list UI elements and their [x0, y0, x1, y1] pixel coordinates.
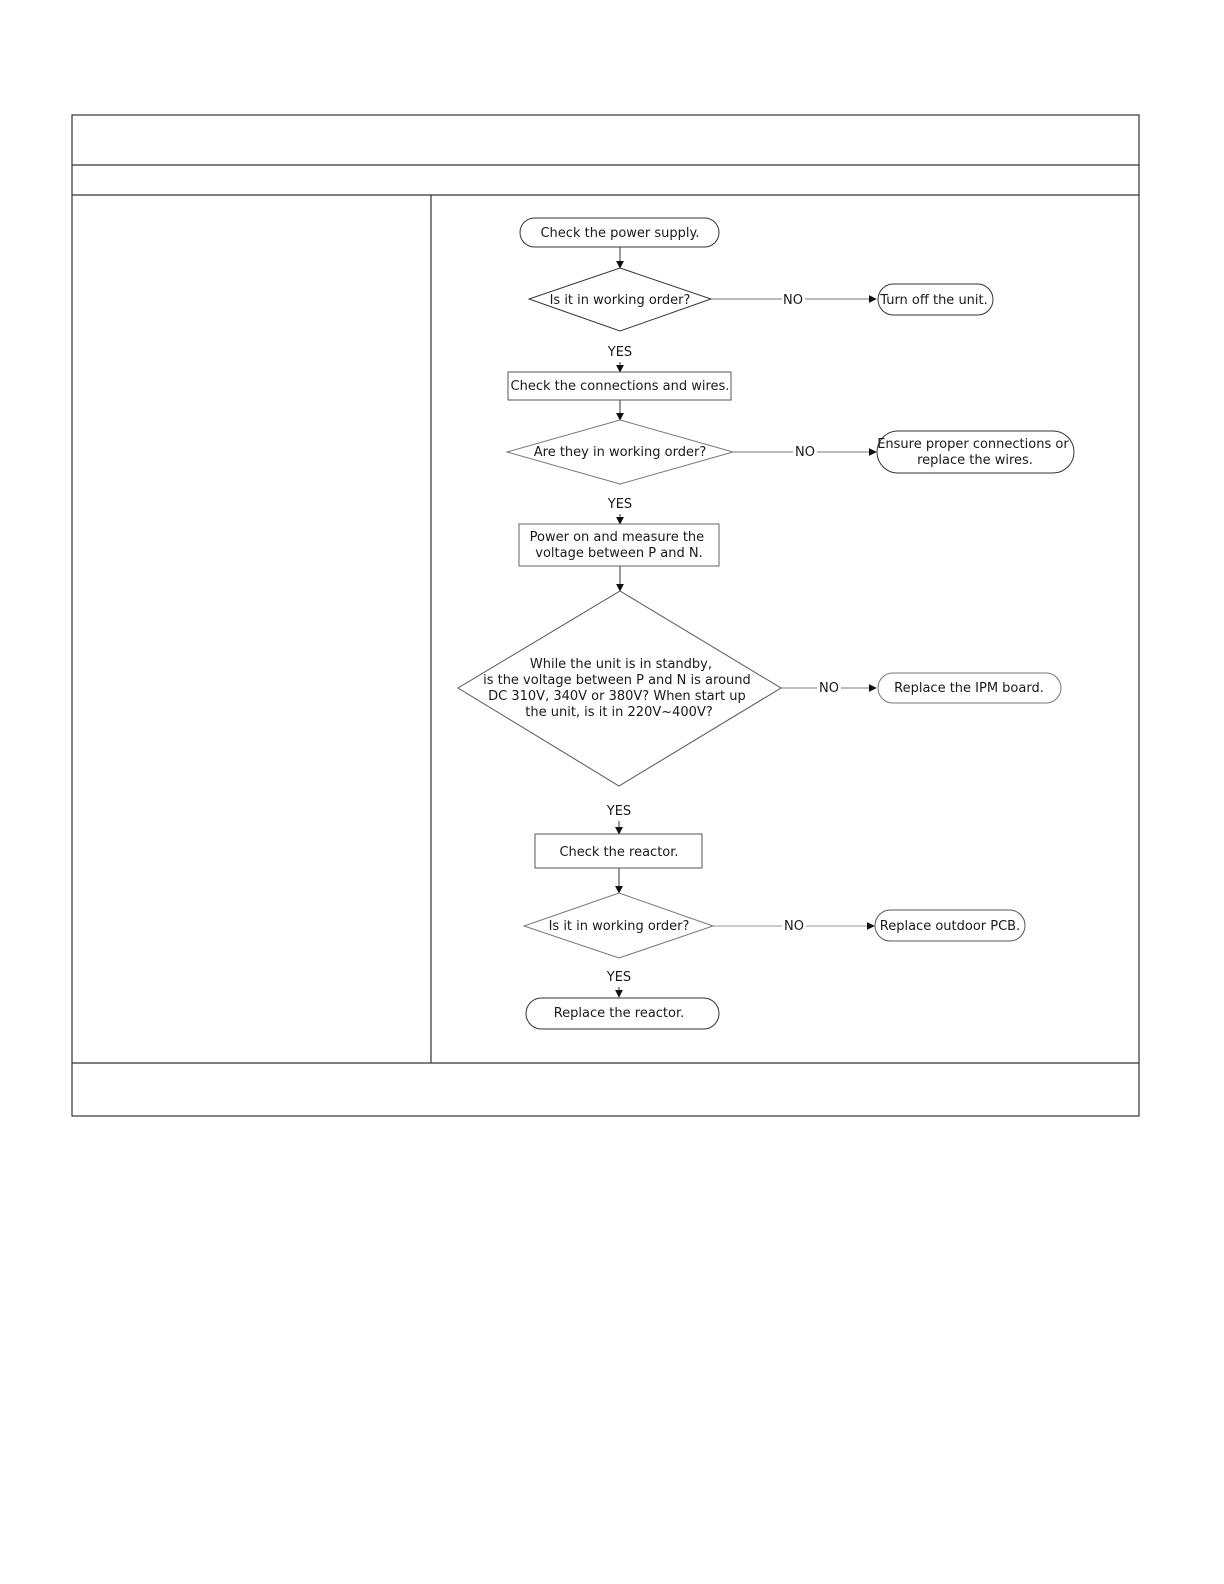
step4-text: Check the reactor.: [559, 845, 679, 860]
q3-line4: the unit, is it in 220V~400V?: [525, 705, 713, 720]
step3-line1: Power on and measure the: [529, 530, 705, 545]
q4-no-label: NO: [784, 919, 804, 934]
svg-text:Power on and measure the: [530, 530, 709, 561]
q1-no-result-text: Turn off the unit.: [880, 293, 988, 308]
svg-text:Replace the reactor.: [554, 1006, 685, 1021]
svg-text:Check the reactor.: [559, 845, 678, 860]
step3-line2: voltage between P and N.: [535, 546, 703, 561]
q3-line1: While the unit is in standby,: [529, 657, 712, 672]
q2-text: Are they in working order?: [533, 445, 707, 460]
svg-text:Turn off the unit.: [879, 293, 988, 308]
q1-yes-label: YES: [607, 345, 633, 360]
q1-no-label: NO: [783, 293, 803, 308]
q2-no-result-line1: Ensure proper connections or: [877, 437, 1069, 452]
q3-no-label: NO: [819, 681, 839, 696]
svg-text:Is it in working order?: [550, 293, 691, 308]
nodes: [458, 218, 1074, 1029]
svg-text:Is it in working order?: [549, 919, 690, 934]
q4-yes-label: YES: [606, 970, 632, 985]
svg-text:Replace outdoor PCB.: [880, 919, 1020, 934]
q3-no-result-text: Replace the IPM board.: [894, 681, 1044, 696]
q1-text: Is it in working order?: [549, 293, 691, 308]
svg-text:Check the power supply.: [540, 226, 699, 241]
q4-text: Is it in working order?: [548, 919, 690, 934]
q2-no-result-line2: replace the wires.: [917, 453, 1033, 468]
svg-text:Check the connections and wire: [511, 379, 730, 394]
start-text: Check the power supply.: [540, 226, 700, 241]
svg-text:Are they in working order?: [534, 445, 707, 460]
q4-no-result-text: Replace outdoor PCB.: [879, 919, 1021, 934]
q2-yes-label: YES: [607, 497, 633, 512]
q3-line2: is the voltage between P and N is around: [483, 673, 751, 688]
q2-no-label: NO: [795, 445, 815, 460]
step2-text: Check the connections and wires.: [510, 379, 730, 394]
q3-yes-label: YES: [606, 804, 632, 819]
svg-text:Replace the IPM board.: [894, 681, 1044, 696]
end-text: Replace the reactor.: [553, 1006, 685, 1021]
q3-line3: DC 310V, 340V or 380V? When start up: [488, 689, 746, 704]
